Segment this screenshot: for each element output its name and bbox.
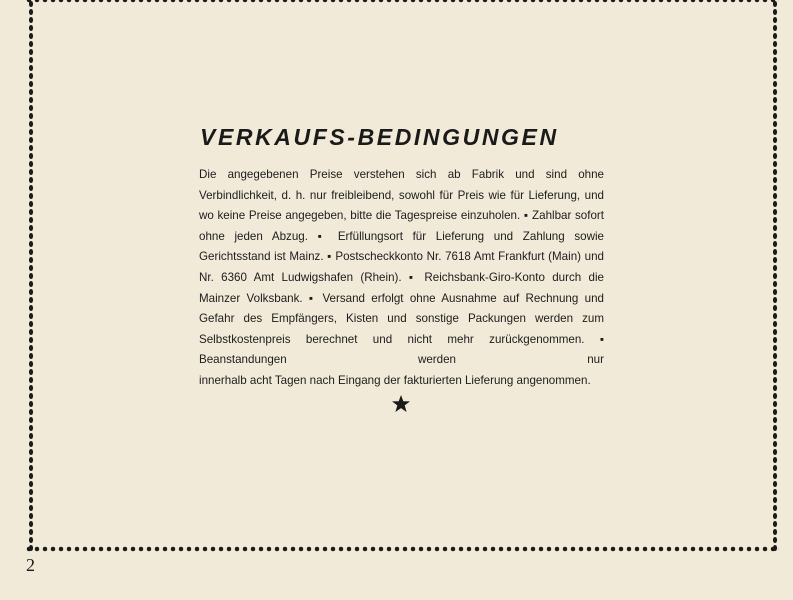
dotted-border-bottom <box>26 546 779 552</box>
dotted-border-top <box>26 0 779 3</box>
terms-paragraph <box>199 165 604 392</box>
star-ornament-icon <box>391 394 411 414</box>
terms-text: Die angegebenen Preise verstehen sich ab Fabrik und sind ohne Verbindlichkeit, d. h. nur freibleibend, sowohl für Preis wie für Lieferung, und wo keine Preise angegeben, bitte die Tagespreise einzuholen. ▪ Zahlbar sofort ohne jeden Abzug. ▪ Erfüllungsort für Lieferung und Zahlung sowie Gerichtsstand ist Mainz. ▪ Postscheckkonto Nr. 7618 Amt Frankfurt (Main) und Nr. 6360 Amt Ludwigshafen (Rhein). ▪ Reichsbank-Giro-Konto durch die Mainzer Volksbank. ▪ Versand erfolgt ohne Ausnahme auf Rechnung und Gefahr des Empfängers, Kisten und sonstige Packungen werden zum Selbstkostenpreis berechnet und nicht mehr zurückgenommen. ▪ Beanstandungen werden nur <box>199 168 604 367</box>
page-title: VERKAUFS-BEDINGUNGEN <box>200 124 559 150</box>
page-number: 2 <box>26 555 35 575</box>
dotted-border-right <box>772 0 778 552</box>
dotted-border-left <box>28 0 34 552</box>
terms-last-line: innerhalb acht Tagen nach Eingang der fakturierten Lieferung angenommen. <box>199 373 591 387</box>
